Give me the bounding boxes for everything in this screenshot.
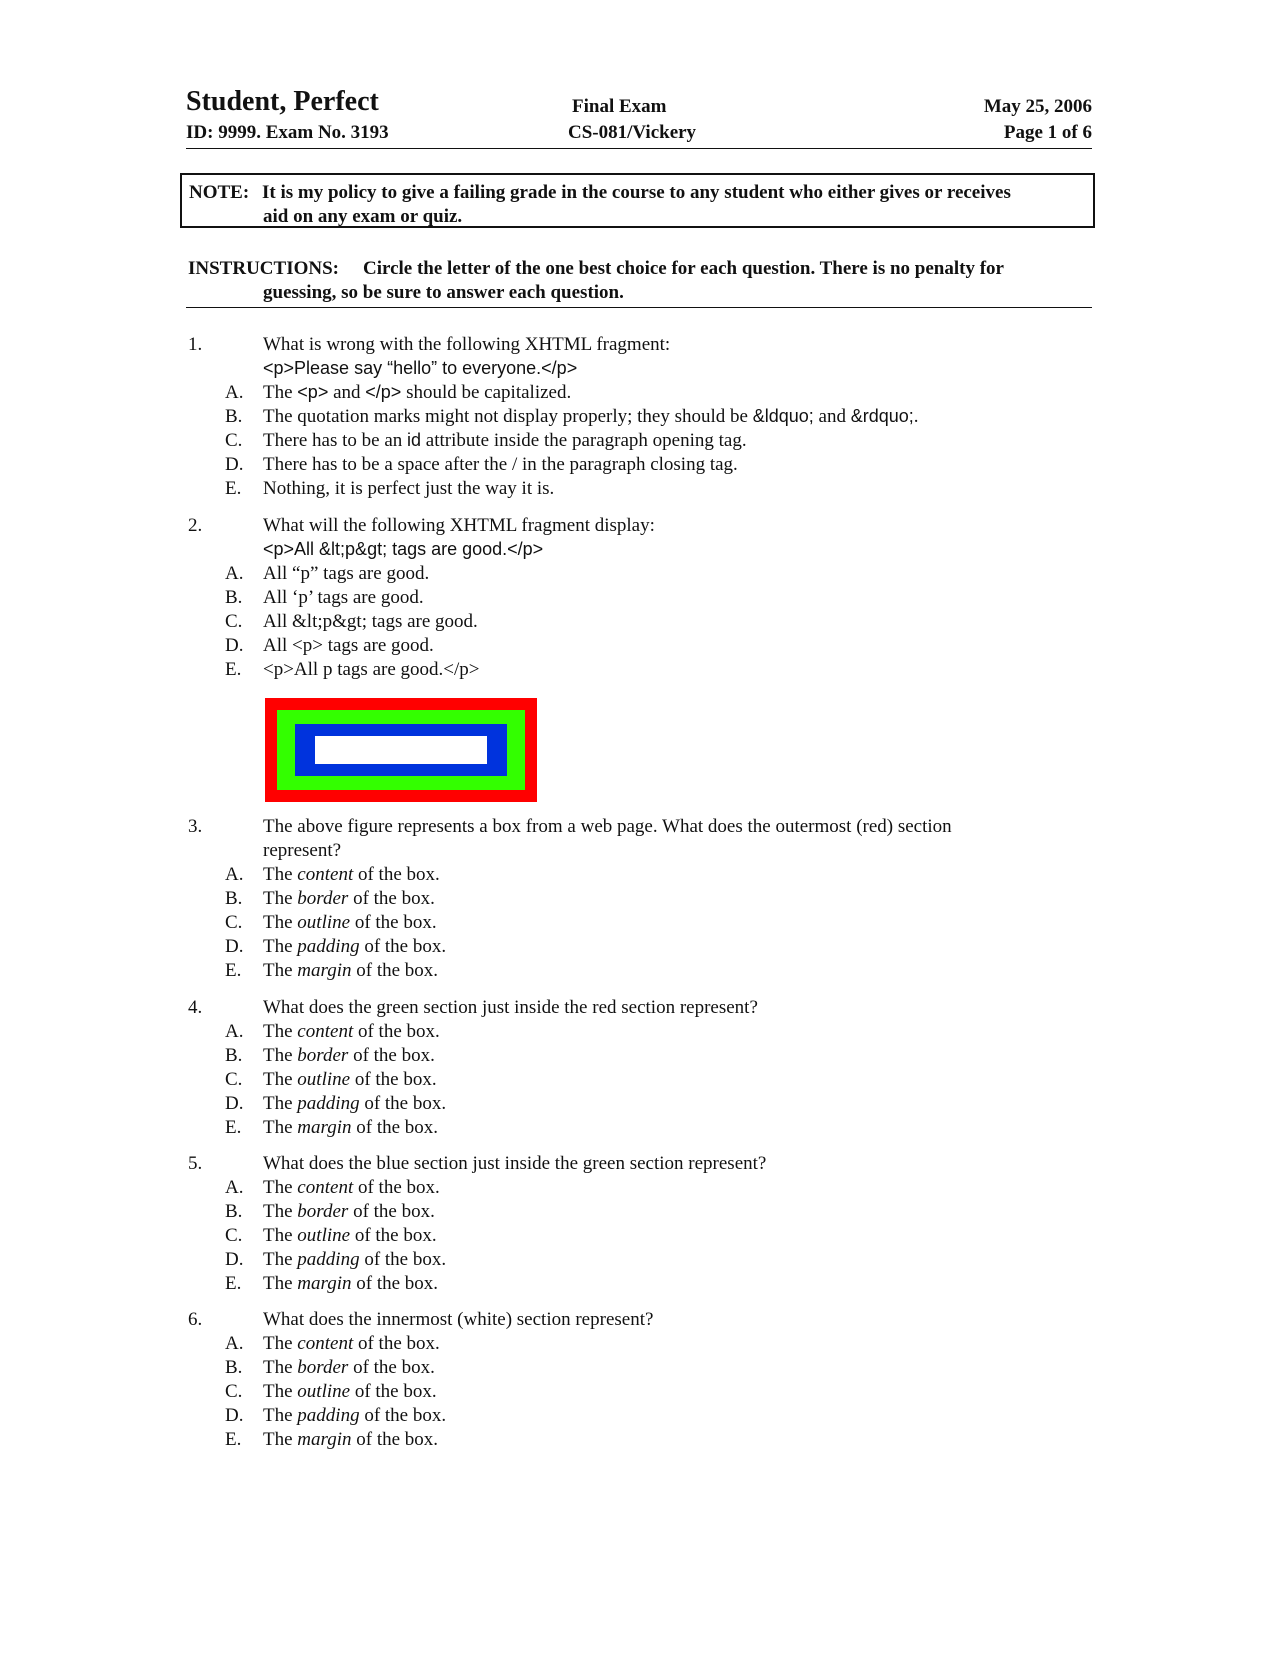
answer-option[interactable] xyxy=(263,1405,446,1429)
question-stem: What is wrong with the following XHTML fragment: xyxy=(263,334,671,355)
option-term: outline xyxy=(297,912,351,933)
instructions-label: INSTRUCTIONS: xyxy=(188,258,339,279)
instructions-line2: guessing, so be sure to answer each question. xyxy=(263,282,624,303)
option-letter[interactable]: E. xyxy=(225,1117,242,1138)
option-text: The quotation marks might not display properly; they should be xyxy=(263,406,753,427)
option-letter[interactable]: C. xyxy=(225,1225,243,1246)
box-model-figure-padding xyxy=(295,724,507,776)
option-term: border xyxy=(297,1045,349,1066)
option-term: margin xyxy=(297,960,352,981)
answer-option[interactable]: All “p” tags are good. xyxy=(263,563,430,584)
option-term: outline xyxy=(297,1381,351,1402)
option-text: of the box. xyxy=(348,1357,435,1378)
option-term: padding xyxy=(297,1249,360,1270)
option-text: The xyxy=(263,1177,298,1198)
answer-option[interactable]: All <p> tags are good. xyxy=(263,635,434,656)
option-term: outline xyxy=(297,1225,351,1246)
option-letter[interactable]: C. xyxy=(225,430,243,451)
answer-option[interactable] xyxy=(263,382,571,406)
option-term: border xyxy=(297,888,349,909)
inline-code: id xyxy=(407,430,422,450)
note-label: NOTE: xyxy=(189,182,250,203)
option-text: of the box. xyxy=(359,1249,447,1270)
answer-option[interactable] xyxy=(263,864,440,888)
option-text: of the box. xyxy=(348,1045,435,1066)
option-letter[interactable]: C. xyxy=(225,1381,243,1402)
question-stem: What does the green section just inside the red section represent? xyxy=(263,997,758,1018)
option-term: padding xyxy=(297,936,360,957)
answer-option[interactable] xyxy=(263,888,435,912)
answer-option[interactable] xyxy=(263,1429,438,1453)
exam-date: May 25, 2006 xyxy=(983,96,1092,117)
option-letter[interactable]: B. xyxy=(225,587,243,608)
option-letter[interactable]: E. xyxy=(225,1273,242,1294)
question-stem: The above figure represents a box from a web page. What does the outermost (red) section xyxy=(263,816,952,837)
option-text: The xyxy=(263,1201,298,1222)
exam-title: Final Exam xyxy=(572,96,667,117)
question-number: 1. xyxy=(188,334,203,355)
answer-option[interactable] xyxy=(263,1273,438,1297)
course-name: CS-081/Vickery xyxy=(568,122,697,143)
option-text: . xyxy=(913,406,919,427)
option-letter[interactable]: A. xyxy=(225,1333,244,1354)
option-letter[interactable]: D. xyxy=(225,1249,244,1270)
option-term: content xyxy=(297,1333,354,1354)
option-letter[interactable]: D. xyxy=(225,1405,244,1426)
option-text: The xyxy=(263,1117,298,1138)
option-text: of the box. xyxy=(350,1225,437,1246)
option-letter[interactable]: D. xyxy=(225,454,244,475)
answer-option[interactable] xyxy=(263,406,919,430)
option-term: margin xyxy=(297,1117,352,1138)
option-text: The xyxy=(263,1429,298,1450)
answer-option[interactable] xyxy=(263,430,747,454)
answer-option[interactable]: All ‘p’ tags are good. xyxy=(263,587,424,608)
code-fragment: <p>All &lt;p&gt; tags are good.</p> xyxy=(263,539,544,559)
answer-option[interactable] xyxy=(263,1333,440,1357)
answer-option[interactable] xyxy=(263,912,437,936)
page-number: Page 1 of 6 xyxy=(1003,122,1092,143)
option-text: The xyxy=(263,1045,298,1066)
option-letter[interactable]: E. xyxy=(225,659,242,680)
answer-option[interactable]: <p>All p tags are good.</p> xyxy=(263,659,480,680)
student-id-line: ID: 9999. Exam No. 3193 xyxy=(186,122,389,143)
note-text-line1: It is my policy to give a failing grade in the course to any student who either gives or receives xyxy=(262,182,1011,203)
box-model-figure-border xyxy=(277,710,525,790)
option-text: The xyxy=(263,1225,298,1246)
option-text: of the box. xyxy=(353,1021,440,1042)
option-letter[interactable]: A. xyxy=(225,382,244,403)
option-term: content xyxy=(297,1177,354,1198)
option-term: content xyxy=(297,864,354,885)
option-letter[interactable]: C. xyxy=(225,912,243,933)
answer-option[interactable]: All &lt;p&gt; tags are good. xyxy=(263,611,478,632)
option-text: The xyxy=(263,864,298,885)
option-text: The xyxy=(263,1405,298,1426)
option-letter[interactable]: B. xyxy=(225,1201,243,1222)
option-letter[interactable]: E. xyxy=(225,960,242,981)
option-text: The xyxy=(263,1069,298,1090)
question-stem-continued: represent? xyxy=(263,840,342,861)
answer-option[interactable] xyxy=(263,1249,446,1273)
box-model-figure-content xyxy=(315,736,487,764)
option-text: and xyxy=(813,406,851,427)
answer-option[interactable]: There has to be a space after the / in the paragraph closing tag. xyxy=(263,454,738,475)
answer-option[interactable] xyxy=(263,1117,438,1141)
option-text: The xyxy=(263,1249,298,1270)
option-text: of the box. xyxy=(348,1201,435,1222)
answer-option[interactable] xyxy=(263,936,446,960)
option-letter[interactable]: B. xyxy=(225,1045,243,1066)
option-letter[interactable]: A. xyxy=(225,1021,244,1042)
question-number: 6. xyxy=(188,1309,203,1330)
option-term: padding xyxy=(297,1093,360,1114)
option-letter[interactable]: B. xyxy=(225,1357,243,1378)
option-text: The xyxy=(263,382,298,403)
option-letter[interactable]: A. xyxy=(225,1177,244,1198)
option-text: of the box. xyxy=(351,1273,439,1294)
option-letter[interactable]: C. xyxy=(225,611,243,632)
option-term: border xyxy=(297,1201,349,1222)
option-text: The xyxy=(263,1093,298,1114)
answer-option[interactable] xyxy=(263,1381,437,1405)
question-stem: What does the blue section just inside the green section represent? xyxy=(263,1153,767,1174)
option-text: of the box. xyxy=(359,936,447,957)
box-model-figure-margin xyxy=(265,698,537,802)
option-text: The xyxy=(263,888,298,909)
option-term: content xyxy=(297,1021,354,1042)
question-stem: What does the innermost (white) section represent? xyxy=(263,1309,654,1330)
student-name: Student, Perfect xyxy=(186,86,379,117)
answer-option[interactable] xyxy=(263,1045,435,1069)
option-text: The xyxy=(263,960,298,981)
option-text: should be capitalized. xyxy=(401,382,572,403)
answer-option[interactable] xyxy=(263,1069,437,1093)
option-term: outline xyxy=(297,1069,351,1090)
option-text: of the box. xyxy=(359,1405,447,1426)
option-text: of the box. xyxy=(350,912,437,933)
answer-option[interactable]: Nothing, it is perfect just the way it is. xyxy=(263,478,555,499)
inline-code: &rdquo; xyxy=(850,406,914,426)
option-text: of the box. xyxy=(359,1093,447,1114)
option-letter[interactable]: D. xyxy=(225,635,244,656)
option-text: of the box. xyxy=(350,1381,437,1402)
answer-option[interactable] xyxy=(263,1201,435,1225)
answer-option[interactable] xyxy=(263,1177,440,1201)
option-letter[interactable]: D. xyxy=(225,936,244,957)
option-term: padding xyxy=(297,1405,360,1426)
option-letter[interactable]: E. xyxy=(225,478,242,499)
answer-option[interactable] xyxy=(263,1093,446,1117)
option-letter[interactable]: A. xyxy=(225,864,244,885)
option-text: There has to be an xyxy=(263,430,408,451)
note-text-line2: aid on any exam or quiz. xyxy=(263,206,463,227)
option-text: of the box. xyxy=(351,1429,439,1450)
option-text: of the box. xyxy=(350,1069,437,1090)
option-text: of the box. xyxy=(348,888,435,909)
option-letter[interactable]: D. xyxy=(225,1093,244,1114)
question-stem: What will the following XHTML fragment display: xyxy=(263,515,655,536)
inline-code: </p> xyxy=(365,382,402,402)
instructions-divider xyxy=(186,307,1092,308)
option-letter[interactable]: B. xyxy=(225,406,243,427)
option-text: of the box. xyxy=(351,960,439,981)
option-text: The xyxy=(263,1273,298,1294)
option-text: of the box. xyxy=(353,1177,440,1198)
policy-note-box xyxy=(180,173,1095,228)
answer-option[interactable] xyxy=(263,960,438,984)
option-text: The xyxy=(263,1381,298,1402)
option-text: of the box. xyxy=(353,1333,440,1354)
option-text: The xyxy=(263,1021,298,1042)
header-divider xyxy=(186,148,1092,149)
option-text: of the box. xyxy=(353,864,440,885)
option-letter[interactable]: E. xyxy=(225,1429,242,1450)
option-term: margin xyxy=(297,1429,352,1450)
option-text: attribute inside the paragraph opening tag. xyxy=(421,430,747,451)
question-number: 5. xyxy=(188,1153,203,1174)
option-text: The xyxy=(263,1357,298,1378)
option-letter[interactable]: C. xyxy=(225,1069,243,1090)
code-fragment: <p>Please say “hello” to everyone.</p> xyxy=(263,358,578,378)
option-letter[interactable]: B. xyxy=(225,888,243,909)
inline-code: <p> xyxy=(297,382,329,402)
inline-code: &ldquo; xyxy=(752,406,814,426)
option-letter[interactable]: A. xyxy=(225,563,244,584)
page-header xyxy=(186,86,1092,150)
question-number: 3. xyxy=(188,816,203,837)
option-text: The xyxy=(263,912,298,933)
answer-option[interactable] xyxy=(263,1225,437,1249)
option-term: border xyxy=(297,1357,349,1378)
option-term: margin xyxy=(297,1273,352,1294)
answer-option[interactable] xyxy=(263,1021,440,1045)
option-text: The xyxy=(263,936,298,957)
option-text: and xyxy=(328,382,366,403)
option-text: of the box. xyxy=(351,1117,439,1138)
option-text: The xyxy=(263,1333,298,1354)
instructions-line1: Circle the letter of the one best choice for each question. There is no penalty for xyxy=(363,258,1004,279)
question-number: 4. xyxy=(188,997,203,1018)
answer-option[interactable] xyxy=(263,1357,435,1381)
question-number: 2. xyxy=(188,515,203,536)
